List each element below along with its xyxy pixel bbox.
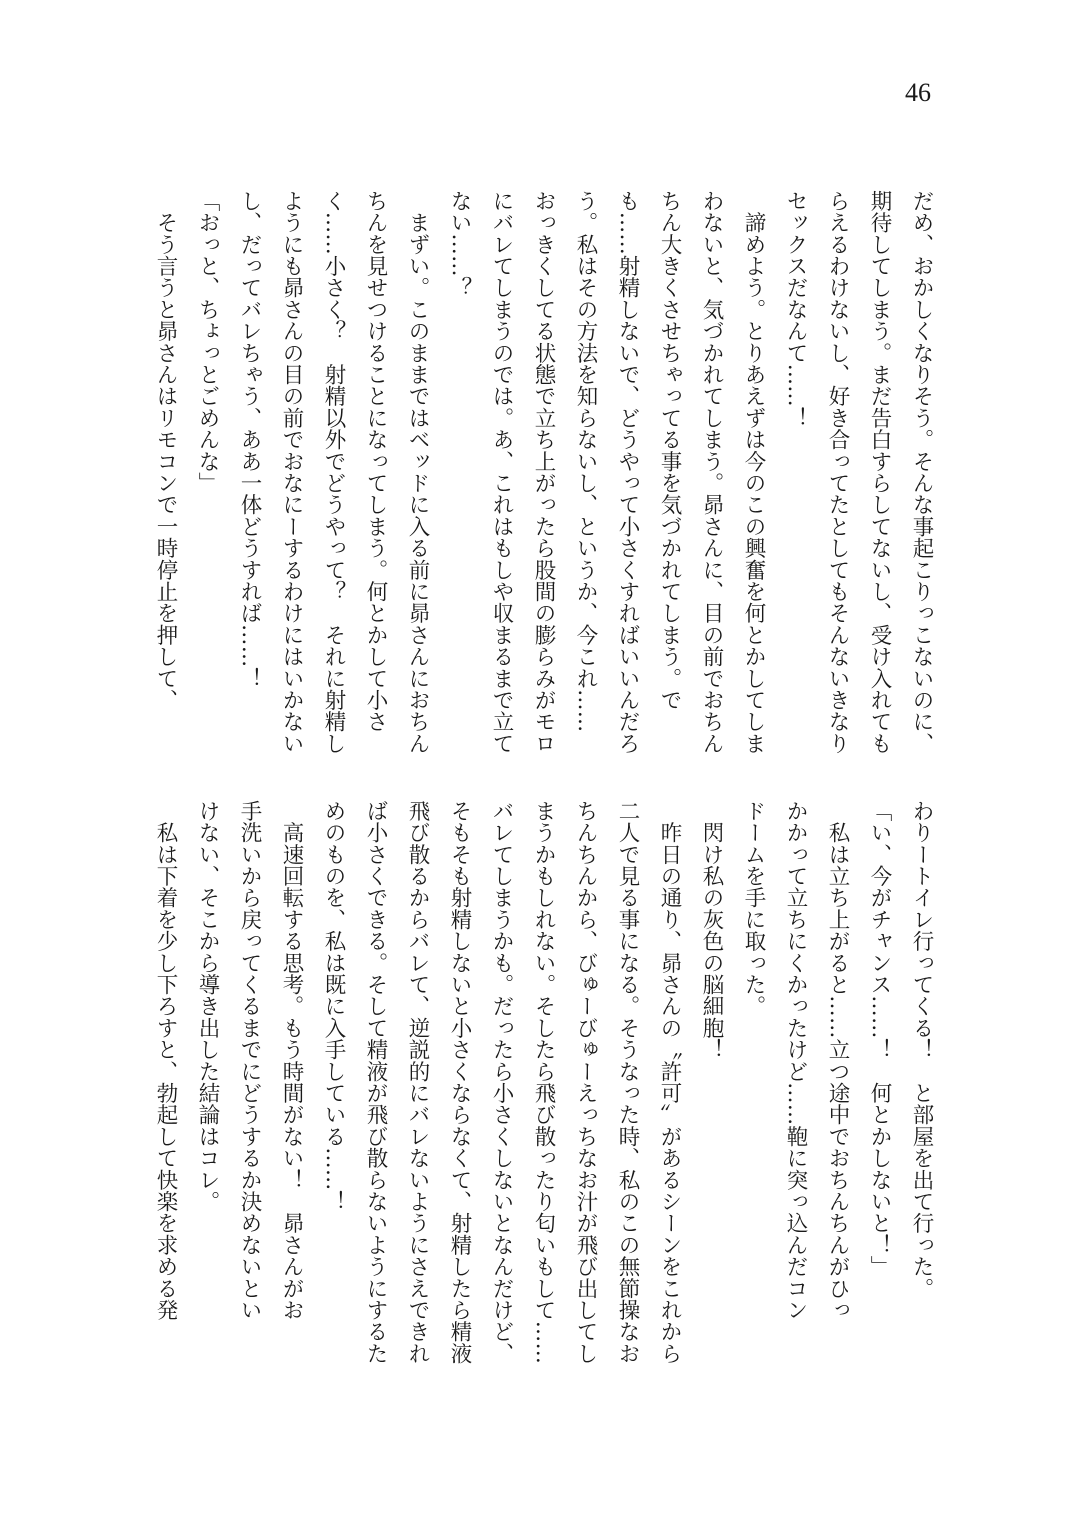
text-column: かかって立ちにくかったけど……鞄に突っ込んだコン xyxy=(783,800,808,1321)
text-column: 高速回転する思考。もう時間がない！ 昴さんがお xyxy=(279,800,304,1321)
text-column: 諦めよう。とりあえずは今のこの興奮を何とかしてしま xyxy=(741,190,766,755)
text-column: 閃け私の灰色の脳細胞！ xyxy=(699,800,724,1061)
upper-text-block xyxy=(142,190,942,770)
text-column: ちん大きくさせちゃってる事を気づかれてしまう。で xyxy=(657,190,682,711)
text-column: 「い、今がチャンス……！ 何とかしないと！」 xyxy=(867,800,892,1278)
text-column: わないと、気づかれてしまう。昴さんに、目の前でおちん xyxy=(699,190,724,755)
text-column: 昨日の通り、昴さんの〝許可〟があるシーンをこれから xyxy=(657,800,682,1365)
text-column: く……小さく？ 射精以外でどうやって？ それに射精し xyxy=(321,190,346,755)
text-column: ドームを手に取った。 xyxy=(741,800,766,1017)
text-column: わりートイレ行ってくる！ と部屋を出て行った。 xyxy=(909,800,934,1300)
text-column: おっきくしてる状態で立ち上がったら股間の膨らみがモロ xyxy=(531,190,556,755)
text-column: も……射精しないで、どうやって小さくすればいいんだろ xyxy=(615,190,640,755)
lower-text-block xyxy=(142,800,942,1380)
text-column: 「おっと、ちょっとごめんな」 xyxy=(195,190,220,494)
text-column: 私は下着を少し下ろすと、勃起して快楽を求める発 xyxy=(153,800,178,1321)
text-column: う。私はその方法を知らないし、というか、今これ…… xyxy=(573,190,598,733)
text-column: まずい。このままではベッドに入る前に昴さんにおちん xyxy=(405,190,430,755)
text-column: ちんちんから、びゅーびゅーえっちなお汁が飛び出してし xyxy=(573,800,598,1365)
text-column: ちんを見せつけることになってしまう。何とかして小さ xyxy=(363,190,388,733)
text-column: けない、そこから導き出した結論はコレ。 xyxy=(195,800,220,1213)
text-column: 私は立ち上がると……立つ途中でおちんちんがひっ xyxy=(825,800,850,1321)
text-column: そもそも射精しないと小さくならなくて、射精したら精液 xyxy=(447,800,472,1365)
text-column: 飛び散るからバレて、逆説的にバレないようにさえできれ xyxy=(405,800,430,1365)
text-column: 手洗いから戻ってくるまでにどうするか決めないとい xyxy=(237,800,262,1321)
text-column: ない……？ xyxy=(447,190,472,299)
page-number: 46 xyxy=(905,78,931,107)
text-column: めのものを、私は既に入手している……！ xyxy=(321,800,346,1213)
text-column: まうかもしれない。そしたら飛び散ったり匂いもして…… xyxy=(531,800,556,1365)
text-column: だめ、おかしくなりそう。そんな事起こりっこないのに、 xyxy=(909,190,934,755)
text-column: ようにも昴さんの目の前でおなにーするわけにはいかない xyxy=(279,190,304,755)
text-column: らえるわけないし、好き合ってたとしてもそんないきなり xyxy=(825,190,850,755)
text-column: ば小さくできる。そして精液が飛び散らないようにするた xyxy=(363,800,388,1365)
text-column: し、だってバレちゃう、ああ一体どうすれば……！ xyxy=(237,190,262,690)
text-column: 期待してしまう。まだ告白すらしてないし、受け入れても xyxy=(867,190,892,755)
text-column: セックスだなんて……！ xyxy=(783,190,808,429)
text-column: そう言うと昴さんはリモコンで一時停止を押して、 xyxy=(153,190,178,711)
text-column: にバレてしまうのでは。あ、これはもしや収まるまで立て xyxy=(489,190,514,755)
text-column: バレてしまうかも。だったら小さくしないとなんだけど、 xyxy=(489,800,514,1365)
text-column: 二人で見る事になる。そうなった時、私のこの無節操なお xyxy=(615,800,640,1365)
